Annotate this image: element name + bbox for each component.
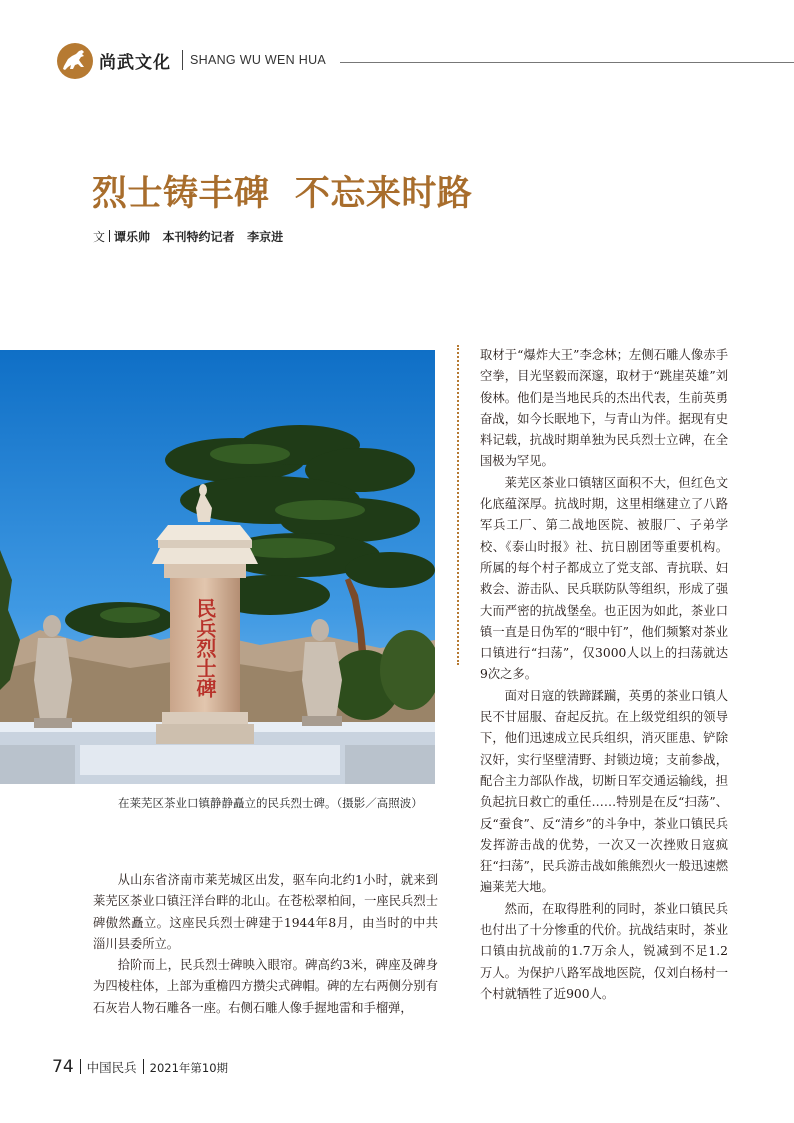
galloping-horse-icon xyxy=(57,43,93,79)
paragraph: 然而，在取得胜利的同时，茶业口镇民兵也付出了十分惨重的代价。抗战结束时，茶业口镇由抗战前的1.7万余人，锐减到不足1.2万人。为保护八路军战地医院，仅刘白杨村一个村就牺牲了近900人。 xyxy=(480,901,728,1001)
issue-label: 2021年第10期 xyxy=(149,1061,229,1075)
header-rule xyxy=(340,62,794,63)
byline xyxy=(93,228,283,245)
photo-caption: 在莱芜区茶业口镇静静矗立的民兵烈士碑。（摄影／高照波） xyxy=(118,796,423,810)
section-title: 尚武文化 xyxy=(99,53,171,73)
section-title-pinyin: SHANG WU WEN HUA xyxy=(190,53,327,67)
monument-photo xyxy=(0,350,435,784)
page-number: 74 xyxy=(52,1057,74,1077)
byline-authors: 谭乐帅 本刊特约记者 李京进 xyxy=(114,230,284,244)
body-column-right xyxy=(480,345,728,1005)
paragraph: 莱芜区茶业口镇辖区面积不大，但红色文化底蕴深厚。抗战时期，这里相继建立了八路军兵工厂、第二战地医院、被服厂、子弟学校、《泰山时报》社、抗日剧团等重要机构。所属的每个村子都成立了党支部、青抗联、妇救会、游击队、民兵联防队等组织，形成了强大而严密的抗战堡垒。也正因为如此，茶业口镇一直是日伪军的“眼中钉”，他们频繁对茶业口镇进行“扫荡”，仅3000人以上的扫荡就达9次之多。 xyxy=(480,475,728,682)
paragraph: 从山东省济南市莱芜城区出发，驱车向北约1小时，就来到莱芜区茶业口镇汪洋台畔的北山。在苍松翠柏间，一座民兵烈士碑傲然矗立。这座民兵烈士碑建于1944年8月，由当时的中共淄川县委所立。 xyxy=(93,873,438,951)
paragraph: 面对日寇的铁蹄蹂躏，英勇的茶业口镇人民不甘屈服、奋起反抗。在上级党组织的领导下，他们迅速成立民兵组织，消灭匪患、铲除汉奸，实行坚壁清野、封锁边境；支前参战，配合主力部队作战，切断日军交通运输线，担负起抗日救亡的重任……特别是在反“扫荡”、反“蚕食”、反“清乡”的斗争中，茶业口镇民兵发挥游击战的优势，一次又一次挫败日寇疯狂“扫荡”，民兵游击战如熊熊烈火一般迅速燃遍莱芜大地。 xyxy=(480,688,728,895)
magazine-name: 中国民兵 xyxy=(86,1060,137,1075)
header-separator xyxy=(182,50,183,70)
article-title: 烈士铸丰碑 不忘来时路 xyxy=(92,174,473,214)
footer-separator xyxy=(80,1059,81,1074)
paragraph: 拾阶而上，民兵烈士碑映入眼帘。碑高约3米，碑座及碑身为四棱柱体，上部为重檐四方攒尖式碑帽。碑的左右两侧分别有石灰岩人物石雕各一座。右侧石雕人像手握地雷和手榴弹， xyxy=(93,958,438,1015)
monument-inscription: 民兵烈士碑 xyxy=(193,598,217,698)
footer-separator xyxy=(143,1059,144,1074)
column-divider xyxy=(457,345,459,665)
paragraph-continued: 取材于“爆炸大王”李念林；左侧石雕人像赤手空拳，目光坚毅而深邃，取材于“跳崖英雄”刘俊林。他们是当地民兵的杰出代表，生前英勇奋战，如今长眠地下，与青山为伴。据现有史料记载，抗战时期单独为民兵烈士立碑，在全国极为罕见。 xyxy=(480,348,728,469)
section-logo xyxy=(57,43,93,79)
page-footer xyxy=(52,1057,228,1077)
byline-prefix: 文 xyxy=(93,230,106,244)
body-column-left xyxy=(93,870,438,1019)
byline-separator xyxy=(109,230,110,242)
